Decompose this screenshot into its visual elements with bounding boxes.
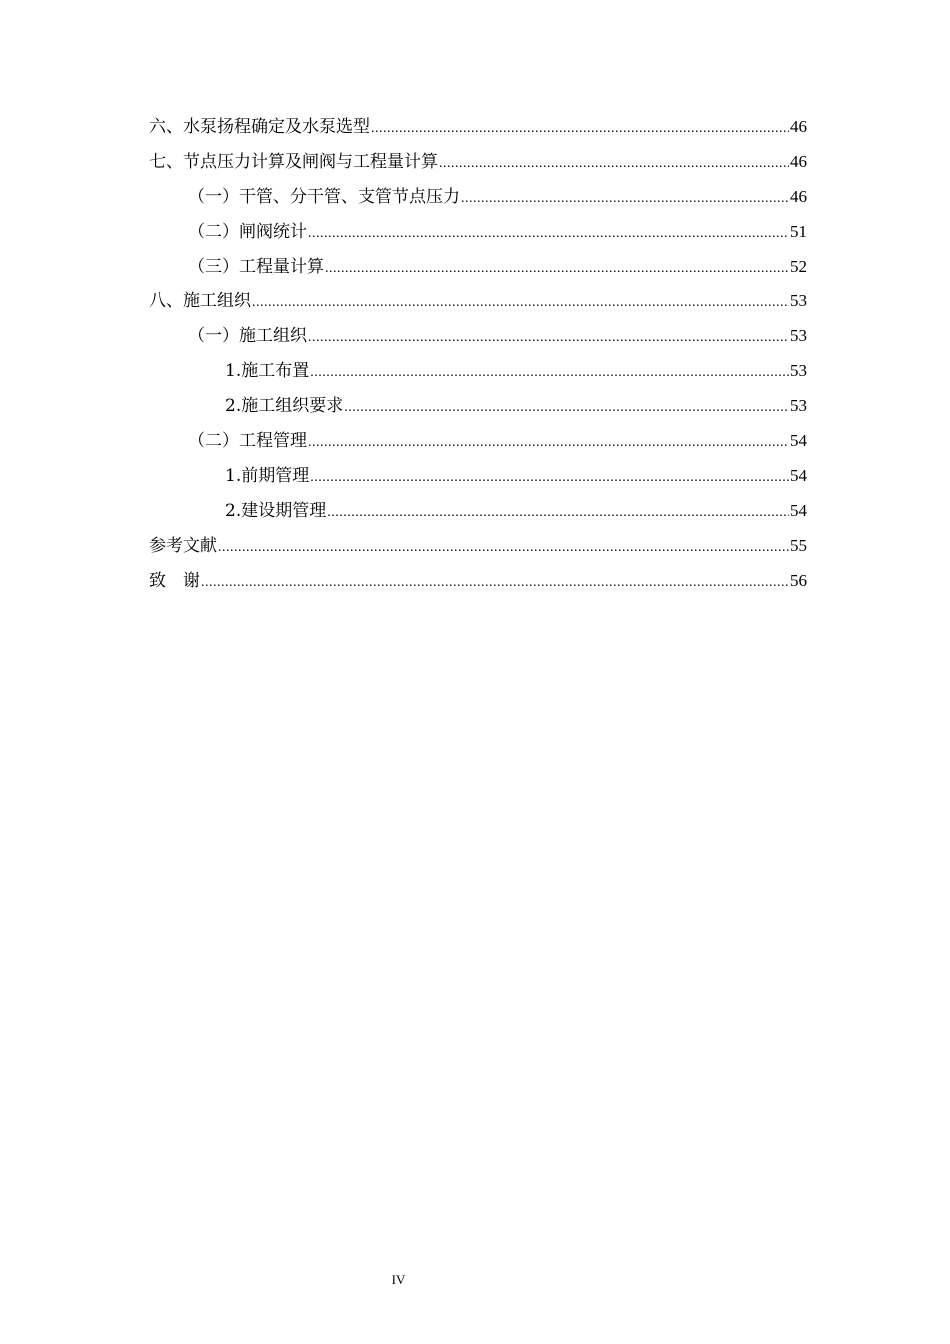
toc-entry-page: 53 (790, 291, 807, 311)
toc-dot-leader (310, 461, 789, 496)
toc-entry[interactable] (149, 354, 807, 389)
toc-entry[interactable] (149, 564, 807, 599)
toc-entry-page: 54 (790, 465, 807, 485)
toc-entry[interactable] (149, 145, 807, 180)
toc-entry-page: 46 (790, 151, 807, 171)
toc-entry[interactable] (149, 494, 807, 529)
toc-entry-title: （三）工程量计算 (188, 256, 324, 277)
toc-entry-page: 56 (790, 570, 807, 590)
toc-entry[interactable] (149, 284, 807, 319)
toc-entry[interactable] (149, 529, 807, 564)
table-of-contents (149, 110, 807, 598)
toc-entry-title: 致 谢 (149, 570, 200, 591)
toc-dot-leader (201, 566, 789, 601)
toc-dot-leader (371, 112, 789, 147)
toc-entry[interactable] (149, 319, 807, 354)
toc-entry[interactable] (149, 250, 807, 285)
toc-dot-leader (327, 496, 789, 531)
toc-entry-page: 51 (790, 221, 807, 241)
toc-entry-title: （一）干管、分干管、支管节点压力 (188, 186, 460, 207)
toc-dot-leader (310, 356, 789, 391)
toc-entry-page: 54 (790, 500, 807, 520)
toc-dot-leader (325, 252, 789, 287)
toc-entry-title: 1.前期管理 (225, 465, 310, 486)
toc-entry-title: 1.施工布置 (225, 361, 310, 382)
toc-dot-leader (439, 147, 789, 182)
toc-dot-leader (308, 217, 789, 252)
toc-entry-page: 46 (790, 186, 807, 206)
toc-dot-leader (308, 321, 789, 356)
toc-entry-title: 2.施工组织要求 (225, 396, 344, 417)
toc-dot-leader (218, 531, 789, 566)
toc-entry-title: （二）工程管理 (188, 431, 307, 452)
toc-entry-title: 参考文献 (149, 535, 217, 556)
toc-entry-page: 46 (790, 117, 807, 136)
toc-dot-leader (252, 286, 789, 321)
toc-entry[interactable] (149, 389, 807, 424)
toc-entry[interactable] (149, 110, 807, 145)
page-number: IV (391, 1272, 406, 1287)
toc-entry-title: 七、节点压力计算及闸阀与工程量计算 (149, 151, 438, 172)
toc-entry-title: 六、水泵扬程确定及水泵选型 (149, 117, 370, 137)
toc-entry-page: 53 (790, 361, 807, 381)
toc-dot-leader (344, 391, 789, 426)
toc-dot-leader (308, 426, 789, 461)
toc-entry-title: 2.建设期管理 (225, 500, 327, 521)
toc-entry-page: 55 (790, 535, 807, 555)
toc-entry[interactable] (149, 424, 807, 459)
toc-entry[interactable] (149, 459, 807, 494)
toc-entry-page: 53 (790, 326, 807, 346)
toc-entry-page: 53 (790, 396, 807, 416)
toc-entry-page: 54 (790, 431, 807, 451)
toc-entry-title: （二）闸阀统计 (188, 221, 307, 242)
toc-entry[interactable] (149, 215, 807, 250)
toc-entry-page: 52 (790, 256, 807, 276)
toc-entry-title: （一）施工组织 (188, 326, 307, 347)
toc-dot-leader (461, 182, 789, 217)
toc-entry[interactable] (149, 180, 807, 215)
toc-entry-title: 八、施工组织 (149, 291, 251, 312)
